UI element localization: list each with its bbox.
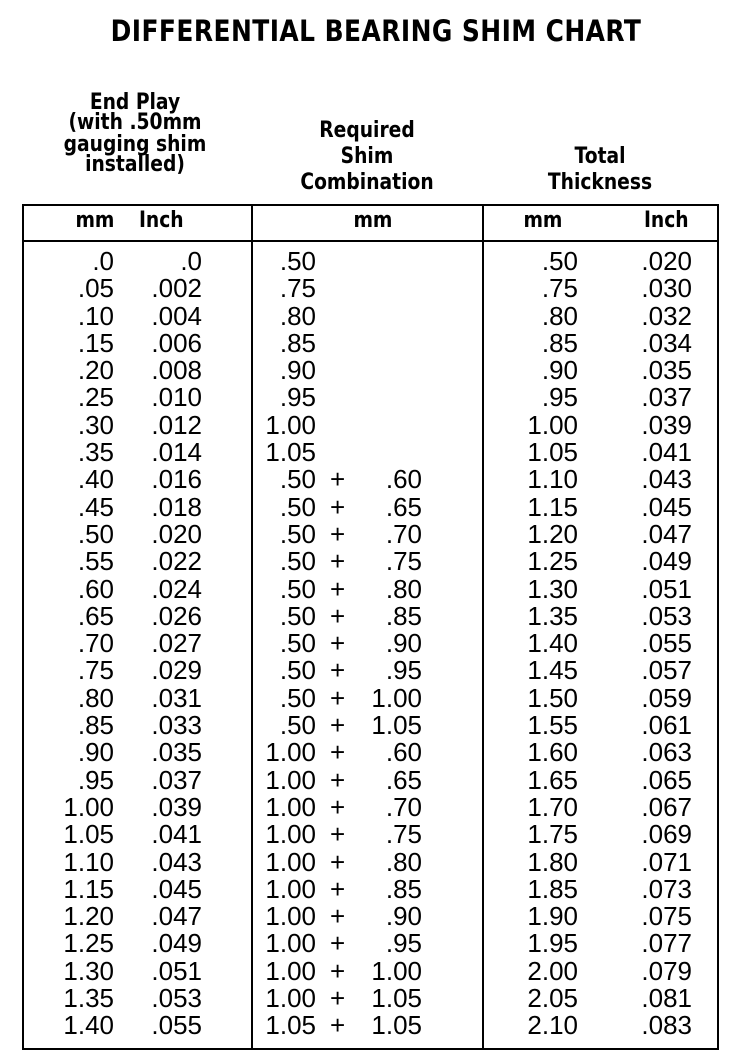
total-inch-cell: .020 bbox=[641, 246, 692, 276]
end-play-mm-cell: .15 bbox=[77, 327, 114, 358]
shim-first-cell: .95 bbox=[279, 382, 316, 413]
shim-first-cell: .50 bbox=[279, 628, 316, 659]
end-play-mm-cell: .60 bbox=[77, 573, 114, 604]
total-inch-cell: .045 bbox=[641, 491, 692, 522]
end-play-inch-cell: .051 bbox=[151, 955, 202, 986]
table-row bbox=[0, 821, 752, 848]
total-mm-cell: 1.80 bbox=[527, 846, 578, 877]
shim-second-cell: .85 bbox=[385, 600, 422, 631]
total-inch-cell: .032 bbox=[641, 300, 692, 331]
table-row bbox=[0, 682, 752, 713]
end-play-inch-cell: .006 bbox=[151, 327, 202, 358]
shim-second-cell: .85 bbox=[385, 873, 422, 904]
plus-sign-cell: + bbox=[330, 573, 346, 604]
plus-sign-cell: + bbox=[330, 491, 346, 522]
table-row bbox=[0, 439, 752, 466]
total-inch-cell: .051 bbox=[641, 573, 692, 604]
plus-sign-cell: + bbox=[330, 628, 346, 659]
table-row bbox=[0, 903, 752, 930]
shim-first-cell: 1.00 bbox=[265, 819, 316, 850]
total-mm-cell: 1.60 bbox=[527, 737, 578, 768]
shim-first-cell: 1.00 bbox=[265, 764, 316, 795]
end-play-inch-cell: .020 bbox=[151, 518, 202, 549]
plus-sign-cell: + bbox=[330, 873, 346, 904]
plus-sign-cell: + bbox=[330, 546, 346, 577]
end-play-mm-cell: .50 bbox=[77, 518, 114, 549]
end-play-inch-cell: .055 bbox=[151, 1010, 202, 1041]
total-inch-cell: .069 bbox=[641, 819, 692, 850]
end-play-inch-cell: .037 bbox=[151, 764, 202, 795]
chart-title: DIFFERENTIAL BEARING SHIM CHART bbox=[110, 14, 642, 48]
plus-sign-cell: + bbox=[330, 955, 346, 986]
plus-sign-cell: + bbox=[330, 655, 346, 686]
shim-second-cell: .75 bbox=[385, 819, 422, 850]
table-row bbox=[0, 712, 752, 739]
end-play-inch-cell: .045 bbox=[151, 873, 202, 904]
total-mm-cell: .80 bbox=[541, 300, 578, 331]
end-play-inch-cell: .012 bbox=[151, 409, 202, 440]
total-mm-cell: 1.05 bbox=[527, 437, 578, 468]
shim-second-cell: .65 bbox=[385, 764, 422, 795]
total-inch-cell: .075 bbox=[641, 901, 692, 932]
total-inch-cell: .041 bbox=[641, 437, 692, 468]
total-thickness-header-line: Thickness bbox=[547, 170, 653, 195]
required-shim-header-line: Required bbox=[319, 118, 415, 143]
table-row bbox=[0, 630, 752, 657]
shim-first-cell: 1.00 bbox=[265, 409, 316, 440]
plus-sign-cell: + bbox=[330, 819, 346, 850]
shim-first-cell: 1.00 bbox=[265, 901, 316, 932]
end-play-inch-cell: .002 bbox=[151, 273, 202, 304]
required-shim-header-line: Shim bbox=[340, 144, 394, 169]
end-play-mm-cell: 1.05 bbox=[63, 819, 114, 850]
total-mm-cell: 1.35 bbox=[527, 600, 578, 631]
shim-first-cell: .75 bbox=[279, 273, 316, 304]
plus-sign-cell: + bbox=[330, 737, 346, 768]
total-mm-cell: 1.70 bbox=[527, 791, 578, 822]
shim-first-cell: 1.00 bbox=[265, 955, 316, 986]
total-mm-cell: 1.85 bbox=[527, 873, 578, 904]
end-play-inch-cell: .0 bbox=[180, 246, 202, 276]
shim-first-cell: 1.00 bbox=[265, 928, 316, 959]
plus-sign-cell: + bbox=[330, 710, 346, 741]
plus-sign-cell: + bbox=[330, 846, 346, 877]
table-row bbox=[0, 518, 752, 549]
end-play-inch-cell: .047 bbox=[151, 901, 202, 932]
end-play-mm-cell: .85 bbox=[77, 710, 114, 741]
end-play-mm-cell: .35 bbox=[77, 437, 114, 468]
shim-first-cell: 1.00 bbox=[265, 791, 316, 822]
total-mm-cell: .75 bbox=[541, 273, 578, 304]
shim-second-cell: 1.05 bbox=[371, 983, 422, 1014]
end-play-inch-cell: .010 bbox=[151, 382, 202, 413]
end-play-header-line: (with .50mm bbox=[68, 110, 202, 135]
table-row bbox=[0, 955, 752, 986]
table-row bbox=[0, 357, 752, 384]
shim-second-cell: .80 bbox=[385, 846, 422, 877]
shim-first-cell: .50 bbox=[279, 464, 316, 495]
end-play-mm-cell: .80 bbox=[77, 682, 114, 713]
table-row bbox=[0, 327, 752, 358]
shim-first-cell: 1.05 bbox=[265, 437, 316, 468]
total-mm-cell: 1.40 bbox=[527, 628, 578, 659]
total-inch-cell: .073 bbox=[641, 873, 692, 904]
total-inch-cell: .081 bbox=[641, 983, 692, 1014]
shim-first-cell: .80 bbox=[279, 300, 316, 331]
shim-second-cell: 1.05 bbox=[371, 710, 422, 741]
total-inch-cell: .053 bbox=[641, 600, 692, 631]
end-play-mm-cell: .10 bbox=[77, 300, 114, 331]
end-play-mm-cell: .20 bbox=[77, 355, 114, 386]
end-play-inch-cell: .031 bbox=[151, 682, 202, 713]
shim-first-cell: .90 bbox=[279, 355, 316, 386]
table-row bbox=[0, 300, 752, 331]
total-mm-cell: 1.75 bbox=[527, 819, 578, 850]
total-inch-cell: .065 bbox=[641, 764, 692, 795]
end-play-inch-cell: .024 bbox=[151, 573, 202, 604]
end-play-inch-cell: .041 bbox=[151, 819, 202, 850]
plus-sign-cell: + bbox=[330, 901, 346, 932]
shim-first-cell: .50 bbox=[279, 682, 316, 713]
plus-sign-cell: + bbox=[330, 1010, 346, 1041]
table-row bbox=[0, 846, 752, 877]
end-play-inch-cell: .026 bbox=[151, 600, 202, 631]
end-play-mm-cell: 1.20 bbox=[63, 901, 114, 932]
table-row bbox=[0, 657, 752, 684]
total-mm-cell: .90 bbox=[541, 355, 578, 386]
end-play-mm-cell: .55 bbox=[77, 546, 114, 577]
end-play-mm-cell: .95 bbox=[77, 764, 114, 795]
end-play-mm-cell: 1.10 bbox=[63, 846, 114, 877]
total-inch-cell: .077 bbox=[641, 928, 692, 959]
total-inch-cell: .035 bbox=[641, 355, 692, 386]
end-play-inch-cell: .039 bbox=[151, 791, 202, 822]
total-mm-cell: 1.10 bbox=[527, 464, 578, 495]
total-inch-cell: .049 bbox=[641, 546, 692, 577]
total-inch-cell: .079 bbox=[641, 955, 692, 986]
total-thickness-header-line: Total bbox=[574, 144, 626, 169]
end-play-inch-cell: .029 bbox=[151, 655, 202, 686]
end-play-inch-cell: .004 bbox=[151, 300, 202, 331]
shim-second-cell: .90 bbox=[385, 901, 422, 932]
plus-sign-cell: + bbox=[330, 682, 346, 713]
shim-second-cell: .95 bbox=[385, 655, 422, 686]
shim-second-cell: .65 bbox=[385, 491, 422, 522]
shim-second-cell: .60 bbox=[385, 464, 422, 495]
end-play-mm-cell: .75 bbox=[77, 655, 114, 686]
total-mm-cell: 1.90 bbox=[527, 901, 578, 932]
end-play-inch-cell: .018 bbox=[151, 491, 202, 522]
end-play-inch-cell: .016 bbox=[151, 464, 202, 495]
table-row bbox=[0, 548, 752, 575]
end-play-mm-cell: 1.25 bbox=[63, 928, 114, 959]
shim-first-cell: 1.05 bbox=[265, 1010, 316, 1041]
shim-first-cell: 1.00 bbox=[265, 846, 316, 877]
end-play-mm-cell: .05 bbox=[77, 273, 114, 304]
shim-first-cell: .50 bbox=[279, 655, 316, 686]
shim-first-cell: .50 bbox=[279, 710, 316, 741]
end-play-mm-cell: .40 bbox=[77, 464, 114, 495]
plus-sign-cell: + bbox=[330, 983, 346, 1014]
table-row bbox=[0, 930, 752, 957]
shim-second-cell: .95 bbox=[385, 928, 422, 959]
plus-sign-cell: + bbox=[330, 928, 346, 959]
end-play-mm-cell: 1.35 bbox=[63, 983, 114, 1014]
plus-sign-cell: + bbox=[330, 464, 346, 495]
shim-first-cell: .50 bbox=[279, 573, 316, 604]
table-row bbox=[0, 573, 752, 604]
end-play-mm-cell: .45 bbox=[77, 491, 114, 522]
total-mm-cell: 1.15 bbox=[527, 491, 578, 522]
end-play-header-line: installed) bbox=[85, 152, 185, 177]
total-inch-cell: .071 bbox=[641, 846, 692, 877]
total-mm-cell: .95 bbox=[541, 382, 578, 413]
total-inch-cell: .047 bbox=[641, 518, 692, 549]
required-shim-header bbox=[286, 118, 448, 196]
shim-first-cell: 1.00 bbox=[265, 873, 316, 904]
end-play-inch-cell: .033 bbox=[151, 710, 202, 741]
shim-first-cell: .50 bbox=[279, 491, 316, 522]
total-inch-cell: .083 bbox=[641, 1010, 692, 1041]
shim-second-cell: .75 bbox=[385, 546, 422, 577]
total-inch-cell: .043 bbox=[641, 464, 692, 495]
table-row bbox=[0, 764, 752, 795]
shim-second-cell: 1.05 bbox=[371, 1010, 422, 1041]
table-row bbox=[0, 739, 752, 766]
total-mm-cell: 1.65 bbox=[527, 764, 578, 795]
total-mm-cell: 1.95 bbox=[527, 928, 578, 959]
end-play-mm-cell: 1.00 bbox=[63, 791, 114, 822]
total-mm-cell: 1.25 bbox=[527, 546, 578, 577]
table-row bbox=[0, 275, 752, 302]
end-play-mm-cell: .90 bbox=[77, 737, 114, 768]
table-row bbox=[0, 791, 752, 822]
total-mm-cell: 2.00 bbox=[527, 955, 578, 986]
end-play-mm-cell: 1.30 bbox=[63, 955, 114, 986]
end-inch-header: Inch bbox=[138, 208, 184, 233]
table-row bbox=[0, 985, 752, 1012]
shim-second-cell: 1.00 bbox=[371, 682, 422, 713]
end-play-inch-cell: .043 bbox=[151, 846, 202, 877]
end-play-mm-cell: .70 bbox=[77, 628, 114, 659]
end-play-mm-cell: .30 bbox=[77, 409, 114, 440]
table-row bbox=[0, 384, 752, 411]
end-play-mm-cell: 1.15 bbox=[63, 873, 114, 904]
shim-mm-header: mm bbox=[353, 208, 393, 233]
total-mm-cell: 1.55 bbox=[527, 710, 578, 741]
shim-first-cell: 1.00 bbox=[265, 983, 316, 1014]
total-inch-header: Inch bbox=[643, 208, 689, 233]
end-play-mm-cell: .65 bbox=[77, 600, 114, 631]
table-row bbox=[0, 600, 752, 631]
total-inch-cell: .059 bbox=[641, 682, 692, 713]
end-play-mm-cell: 1.40 bbox=[63, 1010, 114, 1041]
total-inch-cell: .039 bbox=[641, 409, 692, 440]
end-play-header-line: End Play bbox=[89, 90, 181, 115]
plus-sign-cell: + bbox=[330, 791, 346, 822]
shim-second-cell: .70 bbox=[385, 518, 422, 549]
end-play-inch-cell: .027 bbox=[151, 628, 202, 659]
end-play-mm-cell: .25 bbox=[77, 382, 114, 413]
shim-first-cell: .85 bbox=[279, 327, 316, 358]
shim-second-cell: .80 bbox=[385, 573, 422, 604]
end-play-inch-cell: .035 bbox=[151, 737, 202, 768]
end-play-header bbox=[54, 90, 216, 178]
shim-table-body bbox=[0, 248, 752, 1040]
total-mm-cell: .50 bbox=[541, 246, 578, 276]
total-inch-cell: .061 bbox=[641, 710, 692, 741]
shim-first-cell: 1.00 bbox=[265, 737, 316, 768]
total-mm-cell: 2.05 bbox=[527, 983, 578, 1014]
shim-second-cell: 1.00 bbox=[371, 955, 422, 986]
total-inch-cell: .034 bbox=[641, 327, 692, 358]
end-play-header-line: gauging shim bbox=[63, 132, 207, 157]
total-mm-header: mm bbox=[523, 208, 563, 233]
table-row bbox=[0, 409, 752, 440]
total-mm-cell: .85 bbox=[541, 327, 578, 358]
subheader-divider bbox=[22, 240, 719, 242]
required-shim-header-line: Combination bbox=[300, 170, 434, 195]
total-mm-cell: 1.50 bbox=[527, 682, 578, 713]
table-row bbox=[0, 1012, 752, 1039]
total-inch-cell: .055 bbox=[641, 628, 692, 659]
total-mm-cell: 1.30 bbox=[527, 573, 578, 604]
end-play-inch-cell: .053 bbox=[151, 983, 202, 1014]
total-mm-cell: 1.45 bbox=[527, 655, 578, 686]
shim-first-cell: .50 bbox=[279, 518, 316, 549]
total-mm-cell: 1.20 bbox=[527, 518, 578, 549]
total-inch-cell: .030 bbox=[641, 273, 692, 304]
total-inch-cell: .057 bbox=[641, 655, 692, 686]
shim-first-cell: .50 bbox=[279, 246, 316, 276]
shim-second-cell: .90 bbox=[385, 628, 422, 659]
end-play-inch-cell: .049 bbox=[151, 928, 202, 959]
total-inch-cell: .037 bbox=[641, 382, 692, 413]
table-row bbox=[0, 248, 752, 275]
plus-sign-cell: + bbox=[330, 518, 346, 549]
total-mm-cell: 1.00 bbox=[527, 409, 578, 440]
end-play-inch-cell: .014 bbox=[151, 437, 202, 468]
table-row bbox=[0, 491, 752, 522]
total-mm-cell: 2.10 bbox=[527, 1010, 578, 1041]
plus-sign-cell: + bbox=[330, 764, 346, 795]
end-mm-header: mm bbox=[75, 208, 115, 233]
table-row bbox=[0, 873, 752, 904]
shim-first-cell: .50 bbox=[279, 546, 316, 577]
total-inch-cell: .063 bbox=[641, 737, 692, 768]
table-row bbox=[0, 466, 752, 493]
shim-first-cell: .50 bbox=[279, 600, 316, 631]
end-play-mm-cell: .0 bbox=[92, 246, 114, 276]
total-inch-cell: .067 bbox=[641, 791, 692, 822]
total-thickness-header bbox=[519, 144, 681, 196]
shim-second-cell: .70 bbox=[385, 791, 422, 822]
end-play-inch-cell: .008 bbox=[151, 355, 202, 386]
plus-sign-cell: + bbox=[330, 600, 346, 631]
end-play-inch-cell: .022 bbox=[151, 546, 202, 577]
shim-second-cell: .60 bbox=[385, 737, 422, 768]
